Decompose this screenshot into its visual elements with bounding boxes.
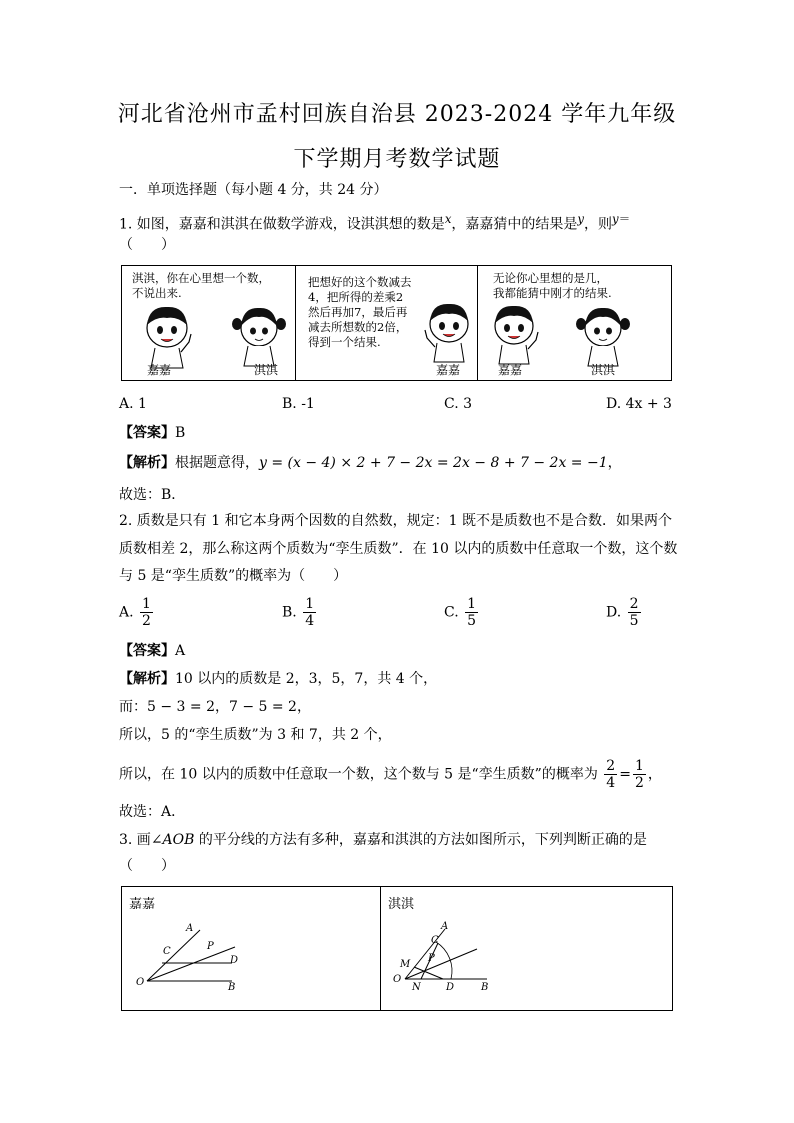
fraction: $\frac{1}{2}$ [142, 596, 151, 629]
cell-name-jiajia: 嘉嘉 [129, 897, 156, 912]
label-D: D [446, 982, 455, 993]
exam-title-line2: 下学期月考数学试题 [293, 147, 501, 172]
fraction: $\frac{1}{4}$ [305, 596, 315, 629]
label-D: D [230, 955, 239, 966]
q2-analysis-line4: 所以，在 10 以内的质数中任意取一个数，这个数与 5 是“孪生质数”的概率为 $\frac{2}{4}$ = $\frac{1}{2}$ ， [119, 758, 662, 791]
q2-option-a: A. $\frac{1}{2}$ [119, 596, 151, 629]
q2-analysis-line1: 【解析】10 以内的质数是 2，3，5，7，共 4 个， [119, 671, 438, 687]
q1-option-c: C. 3 [444, 396, 473, 412]
q1-option-b: B. -1 [282, 396, 315, 412]
fraction: $\frac{1}{2}$ [634, 758, 644, 791]
label-jiajia: 嘉嘉 [147, 363, 172, 377]
label-B: B [228, 982, 236, 993]
label-N: N [412, 982, 421, 993]
label-jiajia: 嘉嘉 [498, 363, 523, 377]
q2-stem-line1: 2. 质数是只有 1 和它本身两个因数的自然数，规定：1 既不是质数也不是合数．如果两个 [119, 513, 672, 529]
q3-cell-jiajia [122, 887, 381, 1010]
label-M: M [400, 959, 411, 970]
label-qiqi: 淇淇 [591, 363, 616, 377]
q2-option-c: C. $\frac{1}{5}$ [444, 596, 477, 629]
label-B: B [481, 982, 489, 993]
label-C: C [431, 935, 439, 946]
q1-stem: 1. 如图，嘉嘉和淇淇在做数学游戏，设淇淇想的数是$^x$，嘉嘉猜中的结果是$^y$，则$^{y=}$ [119, 212, 631, 233]
q2-analysis-line2: 而：5 − 3 = 2，7 − 5 = 2， [119, 699, 311, 715]
label-jiajia: 嘉嘉 [436, 363, 461, 377]
label-A: A [441, 921, 449, 932]
q2-option-d: D. $\frac{2}{5}$ [606, 596, 639, 629]
q1-option-d: D. 4x + 3 [606, 396, 672, 412]
q1-analysis-formula: y = (x − 4) × 2 + 7 − 2x = 2x − 8 + 7 − 2x = −1 [259, 455, 608, 471]
q3-cell-qiqi [381, 887, 672, 1010]
q2-stem-line3: 与 5 是“孪生质数”的概率为（ ） [119, 568, 348, 584]
comic-panel-1 [122, 266, 296, 380]
q2-option-b: B. $\frac{1}{4}$ [282, 596, 315, 629]
comic-panel-2 [296, 266, 478, 380]
cell-name-qiqi: 淇淇 [388, 897, 415, 912]
girl-figure [232, 308, 286, 366]
angle-bisector-figure-2 [381, 887, 672, 1010]
q2-conclusion: 故选：A． [119, 804, 186, 820]
label-A: A [186, 923, 194, 934]
fraction: $\frac{2}{5}$ [629, 596, 639, 629]
q2-analysis-line3: 所以，5 的“孪生质数”为 3 和 7，共 2 个， [119, 727, 392, 743]
boy-figure [495, 306, 538, 364]
label-C: C [163, 946, 171, 957]
section-heading: 一．单项选择题（每小题 4 分，共 24 分） [119, 182, 388, 198]
label-O: O [136, 977, 145, 988]
angle-bisector-figure-1 [122, 887, 381, 1010]
comic-bubble-1: 淇淇，你在心里想一个数， 不说出来. [132, 271, 270, 300]
q1-analysis: 【解析】根据题意得，y = (x − 4) × 2 + 7 − 2x = 2x − 8 + 7 − 2x = −1， [119, 455, 622, 471]
q3-stem: 3. 画∠AOB 的平分线的方法有多种，嘉嘉和淇淇的方法如图所示，下列判断正确的是 [119, 832, 647, 848]
label-O: O [393, 974, 402, 985]
label-P: P [207, 941, 214, 952]
label-qiqi: 淇淇 [254, 363, 279, 377]
q1-comic-figure [121, 265, 672, 381]
label-P: P [428, 953, 435, 964]
exam-title-line1: 河北省沧州市孟村回族自治县 2023-2024 学年九年级 [117, 102, 677, 127]
q1-answer: 【答案】B [119, 425, 186, 441]
fraction: $\frac{1}{5}$ [467, 596, 477, 629]
boy-figure [425, 304, 468, 362]
q1-conclusion: 故选：B． [119, 487, 186, 503]
q3-paren: （ ） [119, 858, 175, 874]
q3-figure-table [121, 886, 673, 1011]
fraction: $\frac{2}{4}$ [606, 758, 616, 791]
q2-answer: 【答案】A [119, 643, 186, 659]
comic-panel-3 [478, 266, 671, 380]
boy-figure [147, 307, 191, 368]
comic-bubble-2: 把想好的这个数减去 4，把所得的差乘2 然后再加7，最后再 减去所想数的2倍， 得到一个结果. [308, 275, 412, 349]
girl-figure [576, 308, 630, 366]
comic-bubble-3: 无论你心里想的是几， 我都能猜中刚才的结果. [493, 271, 612, 300]
q2-stem-line2: 质数相差 2，那么称这两个质数为“孪生质数”．在 10 以内的质数中任意取一个数，这个数 [119, 541, 678, 557]
q1-paren: （ ） [119, 237, 175, 253]
q1-option-a: A. 1 [119, 396, 147, 412]
